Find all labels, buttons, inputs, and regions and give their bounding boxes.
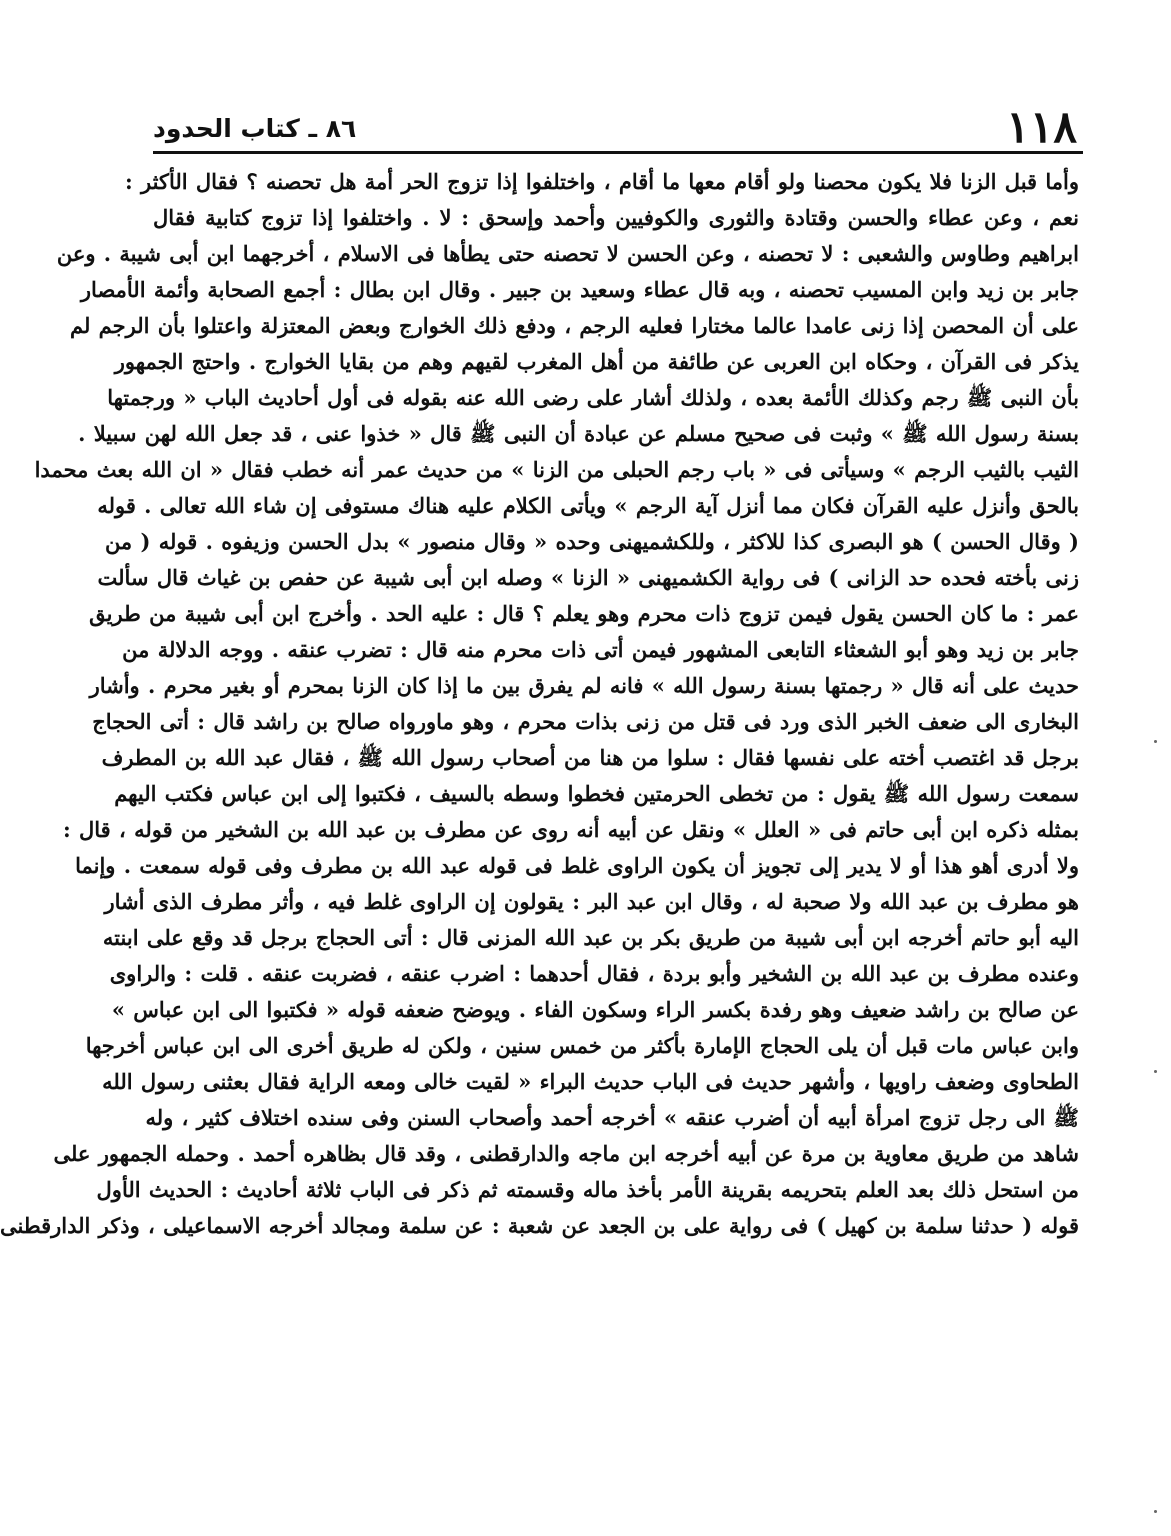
text-line: يذكر فى القرآن ، وحكاه ابن العربى عن طائفة من أهل المغرب لقيهم وهم من بقايا الخوارج . واحتج الجمهور: [114, 349, 1079, 374]
text-line: ولا أدرى أهو هذا أو لا يدير إلى تجويز أن يكون الراوى غلط فى قوله عبد الله بن مطرف وفى قوله سمعت . وإنما: [75, 853, 1079, 878]
text-line: بالحق وأنزل عليه القرآن فكان مما أنزل آية الرجم » ويأتى الكلام عليه هناك مستوفى إن شاء الله تعالى . قوله: [97, 493, 1079, 518]
text-line: جابر بن زيد وهو أبو الشعثاء التابعى المشهور فيمن أتى ذات محرم منه قال : تضرب عنقه . ووجه الدلالة من: [122, 637, 1079, 662]
text-line: جابر بن زيد وابن المسيب تحصنه ، وبه قال عطاء وسعيد بن جبير . وقال ابن بطال : أجمع الصحابة وأئمة الأمصار: [80, 277, 1079, 302]
text-line: بأن النبى ﷺ رجم وكذلك الأئمة بعده ، ولذلك أشار على رضى الله عنه بقوله فى أول أحاديث الباب « ورجمتها: [107, 385, 1079, 410]
text-line: بسنة رسول الله ﷺ » وثبت فى صحيح مسلم عن عبادة أن النبى ﷺ قال « خذوا عنى ، قد جعل الله لهن سبيلا .: [78, 421, 1079, 446]
text-line: بمثله ذكره ابن أبى حاتم فى « العلل » ونقل عن أبيه أنه روى عن مطرف بن عبد الله بن الشخير من قوله ، قال :: [62, 817, 1079, 842]
text-line: قوله ( حدثنا سلمة بن كهيل ) فى رواية على بن الجعد عن شعبة : عن سلمة ومجالد أخرجه الاسماعيلى ، وذكر الدارقطنى: [0, 1213, 1079, 1238]
text-line: عمر : ما كان الحسن يقول فيمن تزوج ذات محرم وهو يعلم ؟ قال : عليه الحد . وأخرج ابن أبى شيبة من طريق: [89, 601, 1079, 626]
scan-speck: [1154, 1070, 1157, 1073]
text-line: من استحل ذلك بعد العلم بتحريمه بقرينة الأمر بأخذ ماله وقسمته ثم ذكر فى الباب ثلاثة أحاديث : الحديث الأول: [96, 1177, 1079, 1202]
text-line: عن صالح بن راشد ضعيف وهو رفدة بكسر الراء وسكون الفاء . ويوضح ضعفه قوله « فكتبوا الى ابن عباس »: [111, 997, 1079, 1022]
text-line: وابن عباس مات قبل أن يلى الحجاج الإمارة بأكثر من خمس سنين ، ولكن له طريق أخرى الى ابن عباس أخرجها: [85, 1033, 1079, 1058]
text-line: الثيب بالثيب الرجم » وسيأتى فى « باب رجم الحبلى من الزنا » من حديث عمر أنه خطب فقال « ان الله بعث محمدا: [34, 457, 1079, 482]
text-line: البخارى الى ضعف الخبر الذى ورد فى قتل من زنى بذات محرم ، وهو ماورواه صالح بن راشد قال : أتى الحجاج: [92, 709, 1079, 734]
text-line: على أن المحصن إذا زنى عامدا عالما مختارا فعليه الرجم ، ودفع ذلك الخوارج وبعض المعتزلة واعتلوا بأن الرجم لم: [69, 313, 1079, 338]
text-line: الطحاوى وضعف راويها ، وأشهر حديث فى الباب حديث البراء « لقيت خالى ومعه الراية فقال بعثنى رسول الله: [102, 1069, 1079, 1094]
text-line: زنى بأخته فحده حد الزانى ) فى رواية الكشميهنى « الزنا » وصله ابن أبى شيبة عن حفص بن غياث قال سألت: [97, 565, 1079, 590]
page-number: ١١٨: [1006, 102, 1077, 153]
text-line: سمعت رسول الله ﷺ يقول : من تخطى الحرمتين فخطوا وسطه بالسيف ، فكتبوا إلى ابن عباس فكتب اليهم: [114, 781, 1079, 806]
text-line: ﷺ الى رجل تزوج امرأة أبيه أن أضرب عنقه » أخرجه أحمد وأصحاب السنن وفى سنده اختلاف كثير ، وله: [145, 1105, 1079, 1130]
text-line: نعم ، وعن عطاء والحسن وقتادة والثورى والكوفيين وأحمد وإسحق : لا . واختلفوا إذا تزوج كتابية فقال: [153, 205, 1079, 230]
commentary-text: [0, 164, 1079, 1244]
text-line: اليه أبو حاتم أخرجه ابن أبى شيبة من طريق بكر بن عبد الله المزنى قال : أتى الحجاج برجل قد وقع على ابنته: [102, 925, 1079, 950]
text-line: وأما قبل الزنا فلا يكون محصنا ولو أقام معها ما أقام ، واختلفوا إذا تزوج الحر أمة هل تحصنه ؟ فقال الأكثر :: [124, 169, 1079, 194]
running-title: ٨٦ ـ كتاب الحدود: [153, 114, 357, 143]
scan-speck: [1154, 740, 1157, 743]
text-line: حديث على أنه قال « رجمتها بسنة رسول الله » فانه لم يفرق بين ما إذا كان الزنا بمحرم أو بغير محرم . وأشار: [89, 673, 1079, 698]
text-line: ( وقال الحسن ) هو البصرى كذا للاكثر ، وللكشميهنى وحده « وقال منصور » بدل الحسن وزيفوه . قوله ( من: [104, 529, 1079, 554]
text-line: وعنده مطرف بن عبد الله بن الشخير وأبو بردة ، فقال أحدهما : اضرب عنقه ، فضربت عنقه . قلت : والراوى: [109, 961, 1079, 986]
header-rule: [153, 151, 1083, 154]
text-line: شاهد من طريق معاوية بن مرة عن أبيه أخرجه ابن ماجه والدارقطنى ، وقد قال بظاهره أحمد . وحمله الجمهور على: [53, 1141, 1079, 1166]
page-header: [153, 100, 1077, 153]
text-line: هو مطرف بن عبد الله ولا صحبة له ، وقال ابن عبد البر : يقولون إن الراوى غلط فيه ، وأثر مطرف الذى أشار: [104, 889, 1079, 914]
text-line: برجل قد اغتصب أخته على نفسها فقال : سلوا من هنا من أصحاب رسول الله ﷺ ، فقال عبد الله بن المطرف: [101, 745, 1079, 770]
scan-speck: [1154, 1510, 1157, 1513]
text-line: ابراهيم وطاوس والشعبى : لا تحصنه ، وعن الحسن لا تحصنه حتى يطأها فى الاسلام ، أخرجهما ابن أبى شيبة . وعن: [56, 241, 1079, 266]
scan-specks: [1151, 740, 1157, 1520]
